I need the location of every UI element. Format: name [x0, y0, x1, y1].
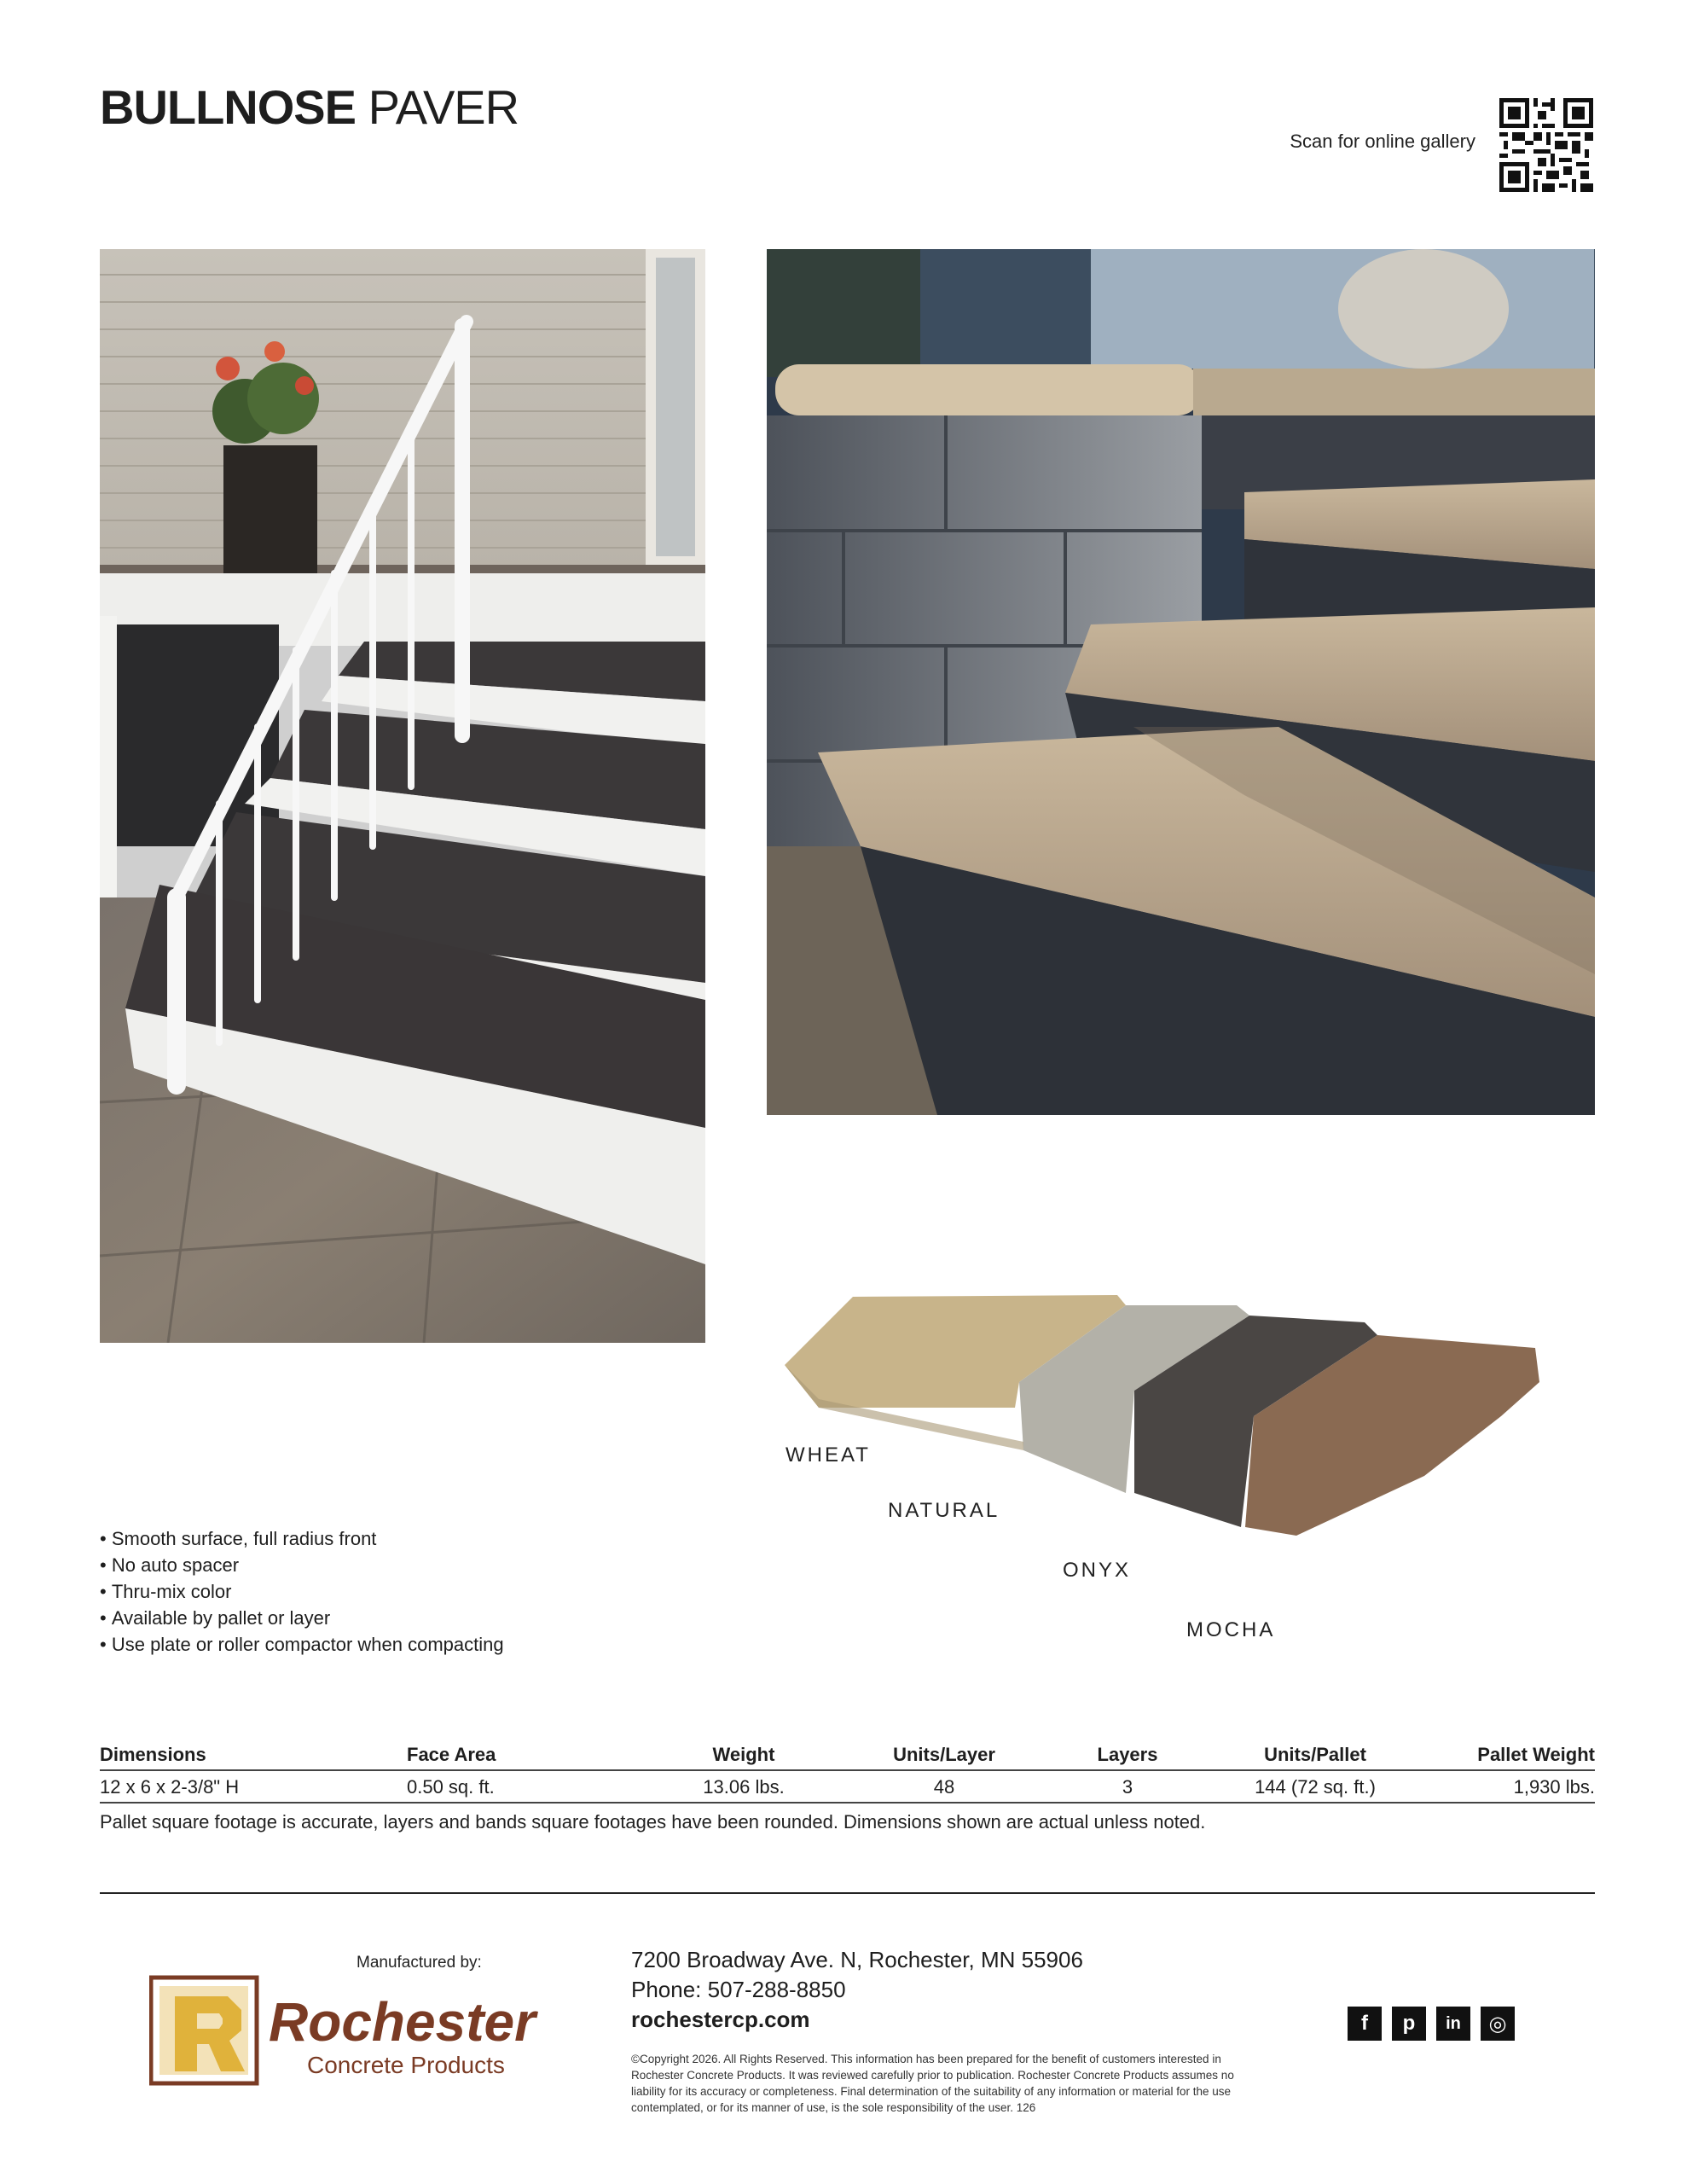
color-label-natural: NATURAL: [888, 1499, 1000, 1522]
feature-item: • Smooth surface, full radius front: [100, 1525, 504, 1552]
copyright-text: ©Copyright 2026. All Rights Reserved. This information has been prepared for the benefit of customers interested in Rochester Concrete Products. It was reviewed carefully prior to publication. Rochester Concrete Products assumes no liability for its accuracy or completeness. Final determination of the suitability of any information or material for the use contemplated, or for its manner of use, is the sole responsibility of the user. 126: [631, 2053, 1234, 2114]
manufactured-by-label: Manufactured by:: [357, 1954, 482, 1972]
qr-code-icon[interactable]: [1499, 98, 1593, 192]
website-link[interactable]: rochestercp.com: [631, 2007, 810, 2032]
table-note: Pallet square footage is accurate, layers and bands square footages have been rounded. Dimensions shown are actual unless noted.: [100, 1811, 1206, 1833]
cell-units-pallet: 144 (72 sq. ft.): [1209, 1770, 1422, 1803]
photo-dark-steps-image: [100, 249, 705, 1343]
cell-face-area: 0.50 sq. ft.: [407, 1770, 646, 1803]
cell-layers: 3: [1046, 1770, 1209, 1803]
cell-weight: 13.06 lbs.: [646, 1770, 842, 1803]
feature-list: [100, 1525, 504, 1658]
logo-sub: Concrete Products: [307, 2052, 505, 2078]
cell-dimensions: 12 x 6 x 2-3/8" H: [100, 1770, 407, 1803]
rochester-logo[interactable]: [149, 1971, 559, 2090]
header-face-area: Face Area: [407, 1744, 646, 1770]
cell-pallet-weight: 1,930 lbs.: [1422, 1770, 1595, 1803]
cell-units-layer: 48: [842, 1770, 1046, 1803]
header-units-pallet: Units/Pallet: [1209, 1744, 1422, 1770]
phone-line: Phone: 507-288-8850: [631, 1977, 846, 2002]
feature-item: • No auto spacer: [100, 1552, 504, 1578]
contact-block: [631, 1945, 1083, 2035]
color-label-onyx: ONYX: [1063, 1559, 1132, 1582]
scan-text: Scan for online gallery: [1290, 131, 1475, 152]
color-swatch-illustration: [768, 1254, 1586, 1655]
spec-table: [100, 1744, 1595, 1804]
linkedin-icon[interactable]: in: [1436, 2007, 1470, 2041]
social-links: [1348, 2007, 1515, 2041]
feature-item: • Thru-mix color: [100, 1578, 504, 1605]
feature-item: • Use plate or roller compactor when compacting: [100, 1631, 504, 1658]
feature-item: • Available by pallet or layer: [100, 1605, 504, 1631]
header-layers: Layers: [1046, 1744, 1209, 1770]
facebook-icon[interactable]: f: [1348, 2007, 1382, 2041]
header-pallet-weight: Pallet Weight: [1422, 1744, 1595, 1770]
spec-header-row: [100, 1744, 1595, 1770]
color-label-mocha: MOCHA: [1186, 1618, 1276, 1641]
footer-divider: [100, 1892, 1595, 1894]
title-bold: BULLNOSE: [100, 80, 356, 134]
title-light: PAVER: [368, 80, 519, 134]
header-weight: Weight: [646, 1744, 842, 1770]
header-dimensions: Dimensions: [100, 1744, 407, 1770]
table-row: [100, 1770, 1595, 1803]
header-units-layer: Units/Layer: [842, 1744, 1046, 1770]
photo-tan-steps: [767, 249, 1595, 1115]
color-label-wheat: WHEAT: [786, 1443, 871, 1467]
instagram-icon[interactable]: ◎: [1481, 2007, 1515, 2041]
pinterest-icon[interactable]: p: [1392, 2007, 1426, 2041]
address-line: 7200 Broadway Ave. N, Rochester, MN 55906: [631, 1947, 1083, 1972]
logo-name: Rochester: [269, 1991, 536, 2053]
page-title: [100, 80, 519, 134]
photo-tan-steps-image: [767, 249, 1595, 1115]
photo-dark-steps: [100, 249, 705, 1343]
